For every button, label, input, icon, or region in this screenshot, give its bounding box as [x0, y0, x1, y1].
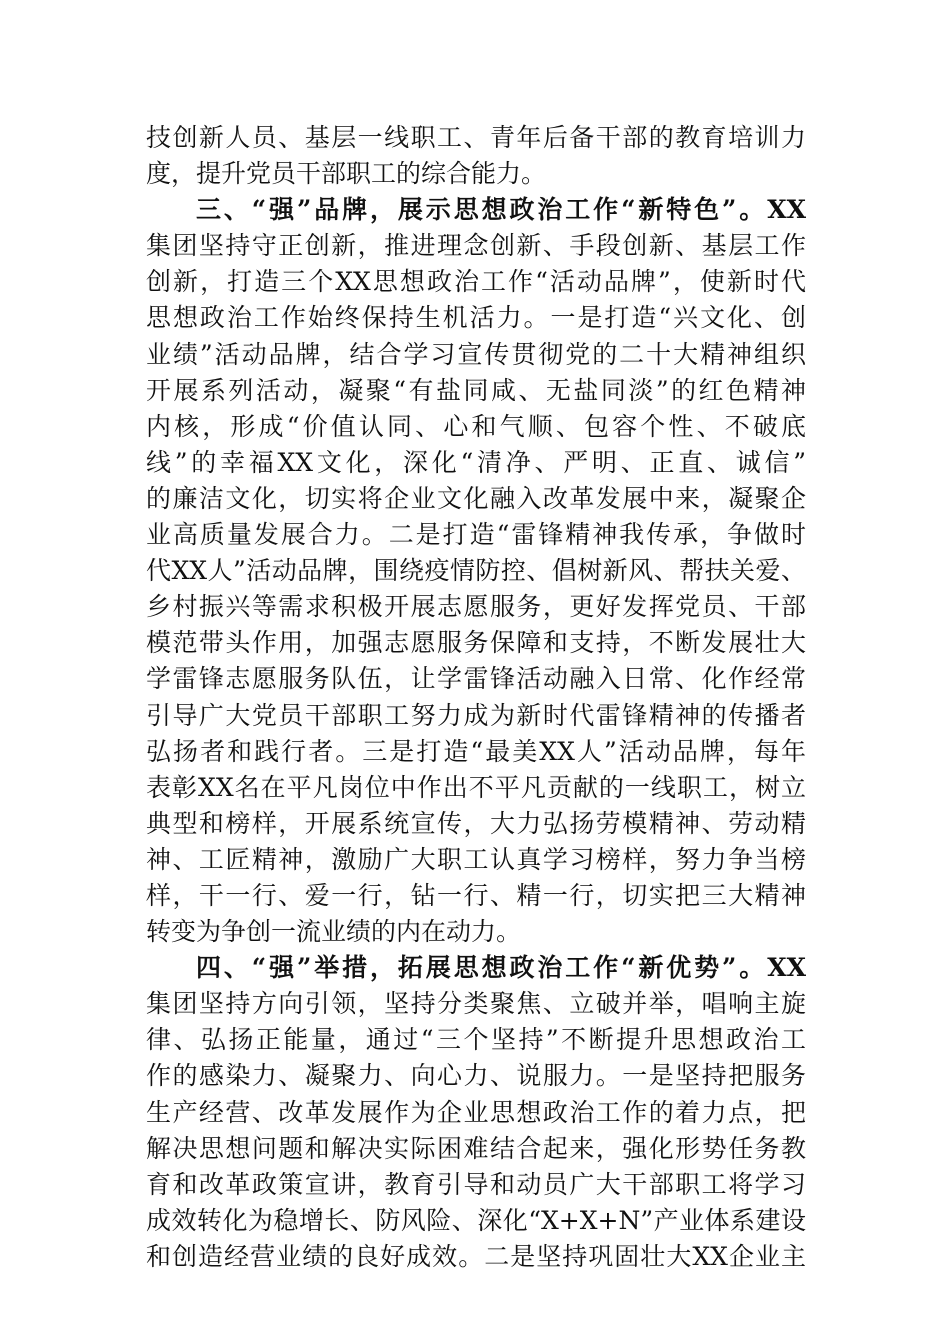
paragraph-line: 业高质量发展合力。二是打造“雷锋精神我传承，争做时 [146, 520, 806, 550]
section-heading-line: 四、“强”举措，拓展思想政治工作“新优势”。XX [196, 953, 806, 983]
paragraph-line: 育和改革政策宣讲，教育引导和动员广大干部职工将学习 [146, 1169, 806, 1199]
paragraph-line: 思想政治工作始终保持生机活力。一是打造“兴文化、创 [146, 303, 806, 333]
paragraph-line: 和创造经营业绩的良好成效。二是坚持巩固壮大XX企业主 [146, 1241, 806, 1271]
section-heading-line: 三、“强”品牌，展示思想政治工作“新特色”。XX [196, 195, 806, 225]
paragraph-line: 神、工匠精神，激励广大职工认真学习榜样，努力争当榜 [146, 844, 806, 874]
paragraph-line: 解决思想问题和解决实际困难结合起来，强化形势任务教 [146, 1133, 806, 1163]
paragraph-line: 集团坚持方向引领，坚持分类聚焦、立破并举，唱响主旋 [146, 989, 806, 1019]
paragraph-line: 成效转化为稳增长、防风险、深化“X+X+N”产业体系建设 [146, 1205, 806, 1235]
paragraph-line: 生产经营、改革发展作为企业思想政治工作的着力点，把 [146, 1097, 806, 1127]
paragraph-line: 表彰XX名在平凡岗位中作出不平凡贡献的一线职工，树立 [146, 772, 806, 802]
paragraph-line: 业绩”活动品牌，结合学习宣传贯彻党的二十大精神组织 [146, 339, 806, 369]
paragraph-line: 技创新人员、基层一线职工、青年后备干部的教育培训力 [146, 123, 806, 152]
paragraph-line: 的廉洁文化，切实将企业文化融入改革发展中来，凝聚企 [146, 483, 806, 513]
paragraph-line: 引导广大党员干部职工努力成为新时代雷锋精神的传播者 [146, 700, 806, 730]
paragraph-line: 集团坚持守正创新，推进理念创新、手段创新、基层工作 [146, 231, 806, 261]
paragraph-line: 内核，形成“价值认同、心和气顺、包容个性、不破底 [146, 411, 806, 441]
paragraph-line: 代XX人”活动品牌，围绕疫情防控、倡树新风、帮扶关爱、 [146, 556, 806, 586]
paragraph-line: 模范带头作用，加强志愿服务保障和支持，不断发展壮大 [146, 628, 806, 658]
paragraph-line: 乡村振兴等需求积极开展志愿服务，更好发挥党员、干部 [146, 592, 806, 622]
paragraph-line: 创新，打造三个XX思想政治工作“活动品牌”，使新时代 [146, 267, 806, 297]
paragraph-line: 学雷锋志愿服务队伍，让学雷锋活动融入日常、化作经常 [146, 664, 806, 694]
paragraph-line: 线”的幸福XX文化，深化“清净、严明、正直、诚信” [146, 447, 806, 477]
paragraph-line: 开展系列活动，凝聚“有盐同咸、无盐同淡”的红色精神 [146, 375, 806, 405]
paragraph-line: 转变为争创一流业绩的内在动力。 [146, 917, 522, 947]
paragraph-line: 作的感染力、凝聚力、向心力、说服力。一是坚持把服务 [146, 1061, 806, 1091]
paragraph-line: 典型和榜样，开展系统宣传，大力弘扬劳模精神、劳动精 [146, 808, 806, 838]
paragraph-line: 度，提升党员干部职工的综合能力。 [146, 159, 547, 189]
paragraph-line: 律、弘扬正能量，通过“三个坚持”不断提升思想政治工 [146, 1025, 806, 1055]
paragraph-line: 弘扬者和践行者。三是打造“最美XX人”活动品牌，每年 [146, 736, 806, 766]
document-body [146, 120, 806, 1275]
paragraph-line: 样，干一行、爱一行，钻一行、精一行，切实把三大精神 [146, 880, 806, 910]
